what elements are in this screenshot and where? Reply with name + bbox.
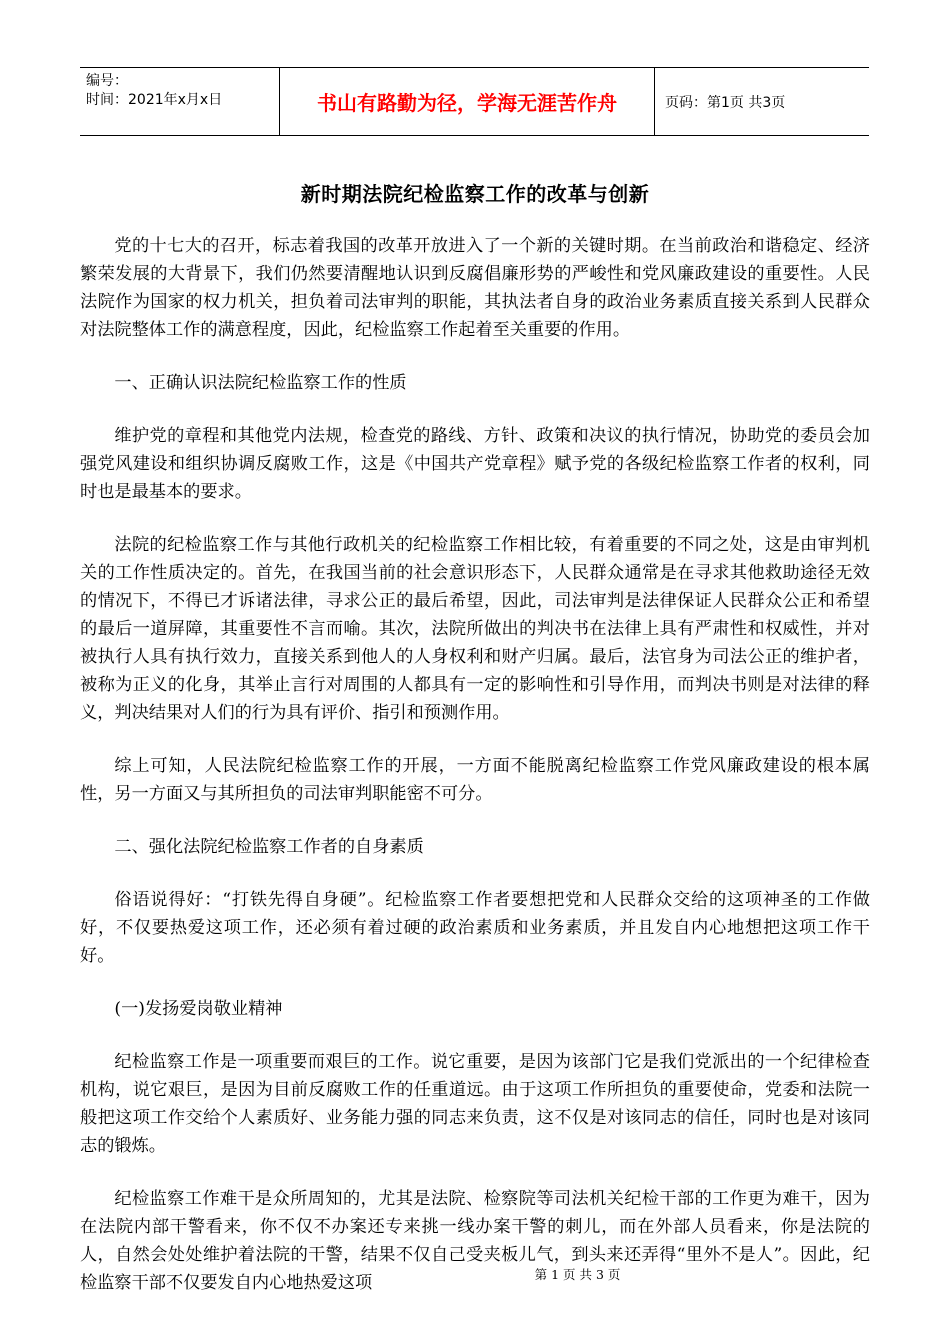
document-number: 编号： (86, 73, 128, 89)
page-footer: 第 1 页 共 3 页 (534, 1267, 621, 1282)
paragraph: 俗语说得好：“打铁先得自身硬”。纪检监察工作者要想把党和人民群众交给的这项神圣的工作做好，不仅要热爱这项工作，还必须有着过硬的政治素质和业务素质，并且发自内心地想把这项工作干好。 (80, 890, 870, 966)
paragraph: 纪检监察工作难干是众所周知的，尤其是法院、检察院等司法机关纪检干部的工作更为难干，因为在法院内部干警看来，你不仅不办案还专来挑一线办案干警的刺儿，而在外部人员看来，你是法院的人，自然会处处维护着法院的干警，结果不仅自己受夹板儿气，到头来还弄得“里外不是人”。因此，纪检监察干部不仅要发自内心地热爱这项 (80, 1189, 870, 1293)
paragraph: 维护党的章程和其他党内法规，检查党的路线、方针、政策和决议的执行情况，协助党的委员会加强党风建设和组织协调反腐败工作，这是《中国共产党章程》赋予党的各级纪检监察工作者的权利，同时也是最基本的要求。 (80, 426, 870, 502)
paragraph: 法院的纪检监察工作与其他行政机关的纪检监察工作相比较，有着重要的不同之处，这是由审判机关的工作性质决定的。首先，在我国当前的社会意识形态下，人民群众通常是在寻求其他救助途径无效的情况下，不得已才诉诸法律，寻求公正的最后希望，因此，司法审判是法律保证人民群众公正和希望的最后一道屏障，其重要性不言而喻。其次，法院所做出的判决书在法律上具有严肃性和权威性，并对被执行人具有执行效力，直接关系到他人的人身权利和财产归属。最后，法官身为司法公正的维护者，被称为正义的化身，其举止言行对周围的人都具有一定的影响性和引导作用，而判决书则是对法律的释义，判决结果对人们的行为具有评价、指引和预测作用。 (80, 535, 870, 723)
subsection-heading: (一)发扬爱岗敬业精神 (114, 999, 283, 1019)
header-motto: 书山有路勤为径，学海无涯苦作舟 (280, 68, 655, 135)
section-heading: 二、强化法院纪检监察工作者的自身素质 (114, 837, 424, 857)
paragraph: 纪检监察工作是一项重要而艰巨的工作。说它重要，是因为该部门它是我们党派出的一个纪律检查机构，说它艰巨，是因为目前反腐败工作的任重道远。由于这项工作所担负的重要使命，党委和法院一般把这项工作交给个人素质好、业务能力强的同志来负责，这不仅是对该同志的信任，同时也是对该同志的锻炼。 (80, 1052, 870, 1156)
header-info (80, 68, 280, 135)
section-heading: 一、正确认识法院纪检监察工作的性质 (114, 373, 407, 393)
document-title: 新时期法院纪检监察工作的改革与创新 (300, 182, 650, 206)
page-header (80, 67, 869, 136)
document-date: 时间：2021年x月x日 (86, 92, 223, 108)
document-body (80, 232, 870, 1322)
paragraph: 综上可知，人民法院纪检监察工作的开展，一方面不能脱离纪检监察工作党风廉政建设的根本属性，另一方面又与其所担负的司法审判职能密不可分。 (80, 756, 870, 804)
header-page-number: 页码：第1页 共3页 (665, 94, 786, 111)
paragraph: 党的十七大的召开，标志着我国的改革开放进入了一个新的关键时期。在当前政治和谐稳定、经济繁荣发展的大背景下，我们仍然要清醒地认识到反腐倡廉形势的严峻性和党风廉政建设的重要性。人民法院作为国家的权力机关，担负着司法审判的职能，其执法者自身的政治业务素质直接关系到人民群众对法院整体工作的满意程度，因此，纪检监察工作起着至关重要的作用。 (80, 236, 870, 340)
